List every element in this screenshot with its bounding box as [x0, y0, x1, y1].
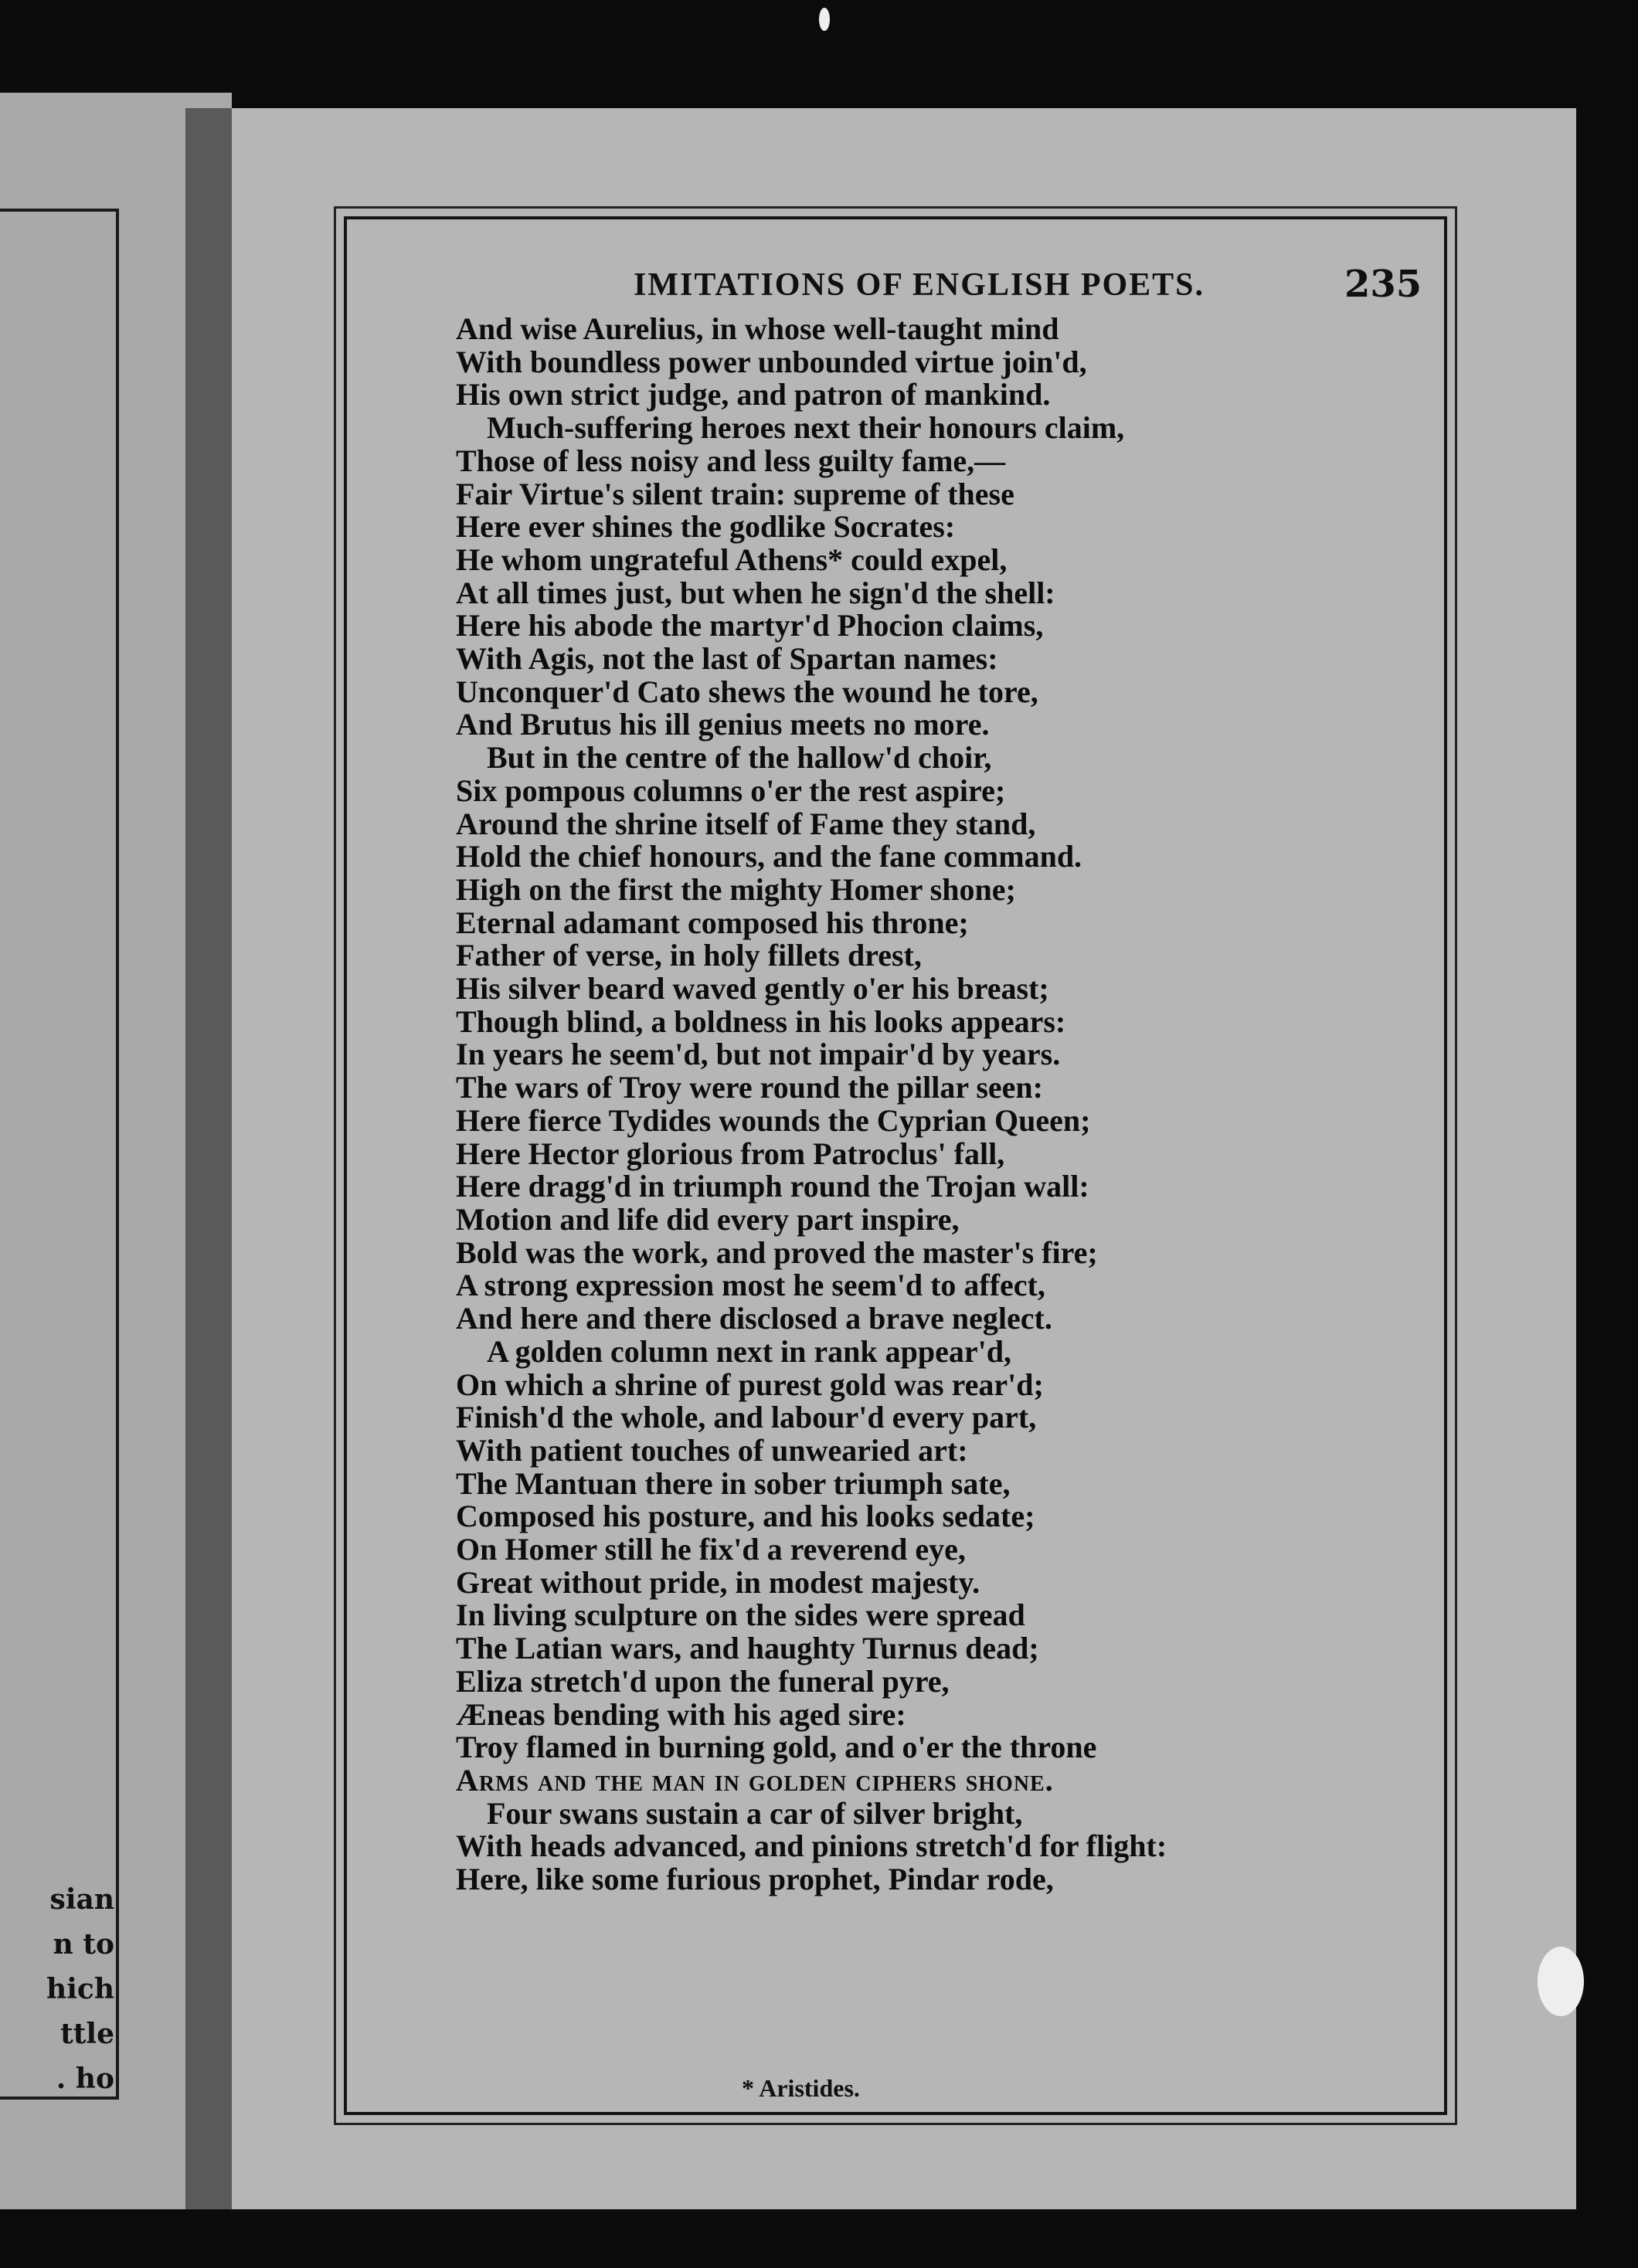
poem-line: Here dragg'd in triumph round the Trojan wall:: [456, 1169, 1089, 1204]
poem-line: With boundless power unbounded virtue join'd,: [456, 344, 1087, 379]
poem-line: A golden column next in rank appear'd,: [487, 1333, 1012, 1369]
book-gutter: [185, 108, 232, 2209]
poem-line: High on the first the mighty Homer shone;: [456, 871, 1016, 907]
poem-line: Motion and life did every part inspire,: [456, 1201, 960, 1237]
poem-line: Troy flamed in burning gold, and o'er the throne: [456, 1730, 1097, 1765]
facing-page-frame: [0, 209, 119, 2100]
poem-line: His silver beard waved gently o'er his breast;: [456, 971, 1049, 1007]
poem-line: With patient touches of unwearied art:: [456, 1432, 968, 1468]
poem-line: In years he seem'd, but not impair'd by years.: [456, 1037, 1061, 1072]
poem-line: And Brutus his ill genius meets no more.: [456, 707, 990, 742]
poem-line: Finish'd the whole, and labour'd every part,: [456, 1400, 1037, 1435]
poem-line: Here his abode the martyr'd Phocion claims,: [456, 608, 1044, 643]
poem-line: With Agis, not the last of Spartan names:: [456, 641, 998, 677]
poem-line: Bold was the work, and proved the master's fire;: [456, 1234, 1098, 1270]
poem-line: With heads advanced, and pinions stretch'd for flight:: [456, 1828, 1167, 1864]
poem-line: On which a shrine of purest gold was rear'd;: [456, 1367, 1044, 1402]
poem-line: Four swans sustain a car of silver bright,: [487, 1795, 1023, 1831]
facing-page-text-fragments: [6, 1877, 114, 2101]
running-head: IMITATIONS OF ENGLISH POETS.: [634, 267, 1205, 303]
poem-line: And wise Aurelius, in whose well-taught mind: [456, 311, 1059, 346]
page-number: 235: [1344, 263, 1422, 306]
poem-line: Much-suffering heroes next their honours claim,: [487, 410, 1125, 446]
poem-line: Here, like some furious prophet, Pindar rode,: [456, 1862, 1054, 1897]
fragment-line: ttle: [60, 2018, 114, 2050]
book-page: [232, 108, 1576, 2209]
poem-line: And here and there disclosed a brave neglect.: [456, 1301, 1052, 1336]
poem-line: At all times just, but when he sign'd the shell:: [456, 575, 1055, 610]
poem-line: The Mantuan there in sober triumph sate,: [456, 1465, 1011, 1501]
fragment-line: n to: [53, 1928, 114, 1961]
poem-line: On Homer still he fix'd a reverend eye,: [456, 1532, 966, 1567]
poem-line: But in the centre of the hallow'd choir,: [487, 740, 992, 776]
footnote: * Aristides.: [742, 2074, 860, 2102]
poem-line: Unconquer'd Cato shews the wound he tore,: [456, 674, 1038, 709]
poem-line: Great without pride, in modest majesty.: [456, 1564, 980, 1600]
poem-text: [456, 313, 1460, 1896]
poem-line: Arms and the man in golden ciphers shone.: [456, 1762, 1054, 1798]
poem-line: His own strict judge, and patron of mankind.: [456, 377, 1051, 413]
fragment-line: . ho: [56, 2063, 114, 2095]
poem-line: Here fierce Tydides wounds the Cyprian Queen;: [456, 1102, 1091, 1138]
poem-line: Here ever shines the godlike Socrates:: [456, 509, 956, 545]
poem-line: The wars of Troy were round the pillar seen:: [456, 1070, 1043, 1105]
poem-line: Around the shrine itself of Fame they stand,: [456, 806, 1036, 841]
scan-speck: [819, 8, 830, 31]
fragment-line: hich: [46, 1973, 114, 2005]
poem-line: Composed his posture, and his looks sedate;: [456, 1499, 1035, 1534]
poem-line: Father of verse, in holy fillets drest,: [456, 938, 922, 973]
poem-line: He whom ungrateful Athens* could expel,: [456, 542, 1008, 577]
poem-line: Though blind, a boldness in his looks appears:: [456, 1003, 1066, 1039]
poem-line: Those of less noisy and less guilty fame,—: [456, 443, 1006, 478]
poem-line: Fair Virtue's silent train: supreme of these: [456, 476, 1014, 511]
poem-line: Eliza stretch'd upon the funeral pyre,: [456, 1663, 950, 1699]
poem-line: Hold the chief honours, and the fane command.: [456, 839, 1082, 874]
fragment-line: sian: [49, 1883, 114, 1916]
poem-line: Here Hector glorious from Patroclus' fall,: [456, 1136, 1005, 1171]
poem-line: Eternal adamant composed his throne;: [456, 905, 969, 940]
poem-line: The Latian wars, and haughty Turnus dead;: [456, 1631, 1039, 1666]
poem-line: In living sculpture on the sides were spread: [456, 1597, 1025, 1633]
scan-speck: [1538, 1947, 1584, 2016]
poem-line: A strong expression most he seem'd to affect,: [456, 1268, 1045, 1303]
poem-line: Six pompous columns o'er the rest aspire;: [456, 772, 1006, 808]
poem-line: Æneas bending with his aged sire:: [456, 1696, 906, 1732]
